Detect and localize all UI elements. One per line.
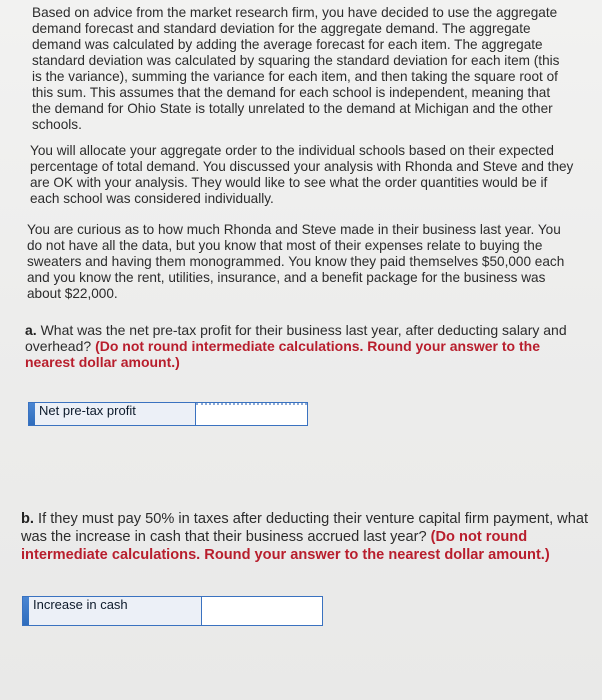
intro-paragraph-allocation: You will allocate your aggregate order to the individual schools based on their expected percentage of total demand. You discussed your analysis with Rhonda and Steve and they are OK with your analysis. They would like to see what the order quantities would be if each school was considered individually. bbox=[30, 143, 574, 206]
intro-paragraph-business-expenses: You are curious as to how much Rhonda and Steve made in their business last year. You do not have all the data, but you know that most of their expenses relate to buying the sweaters and having them monogrammed. You know they paid themselves $50,000 each and you know the rent, utilities, insurance, and a benefit package for the business was about $22,000. bbox=[27, 222, 565, 301]
question-b-instruction: (Do not round intermediate calculations. Round your answer to the nearest dollar amount.) bbox=[21, 529, 550, 563]
answer-label-cell bbox=[23, 597, 202, 625]
question-a-letter: a. bbox=[25, 322, 37, 338]
question-b-text: If they must pay 50% in taxes after deducting their venture capital firm payment, what was the increase in cash that their business accrued last year? bbox=[21, 511, 589, 545]
question-b-letter: b. bbox=[21, 511, 34, 527]
question-a-text: What was the net pre-tax profit for their business last year, after deducting salary and overhead? bbox=[25, 322, 567, 354]
question-a-instruction: (Do not round intermediate calculations. Round your answer to the nearest dollar amount.) bbox=[25, 338, 540, 370]
intro-paragraph-aggregate-demand: Based on advice from the market research firm, you have decided to use the aggregate demand forecast and standard deviation for the aggregate demand. The aggregate demand was calculated by adding the average forecast for each item. The aggregate standard deviation was calculated by squaring the standard deviation for each item (this is the variance), summing the variance for each item, and then taking the square root of this sum. This assumes that the demand for each school is independent, meaning that the demand for Ohio State is totally unrelated to the demand at Michigan and the other schools. bbox=[32, 5, 560, 132]
question-a bbox=[25, 322, 590, 370]
net-pretax-profit-label: Net pre-tax profit bbox=[39, 403, 136, 418]
answer-label-cell bbox=[29, 403, 196, 425]
increase-in-cash-input[interactable] bbox=[202, 597, 322, 625]
increase-in-cash-label: Increase in cash bbox=[33, 597, 128, 612]
question-b bbox=[21, 510, 595, 564]
answer-row-net-pretax-profit bbox=[28, 402, 308, 426]
answer-row-increase-in-cash bbox=[22, 596, 323, 626]
net-pretax-profit-input[interactable] bbox=[196, 403, 307, 425]
